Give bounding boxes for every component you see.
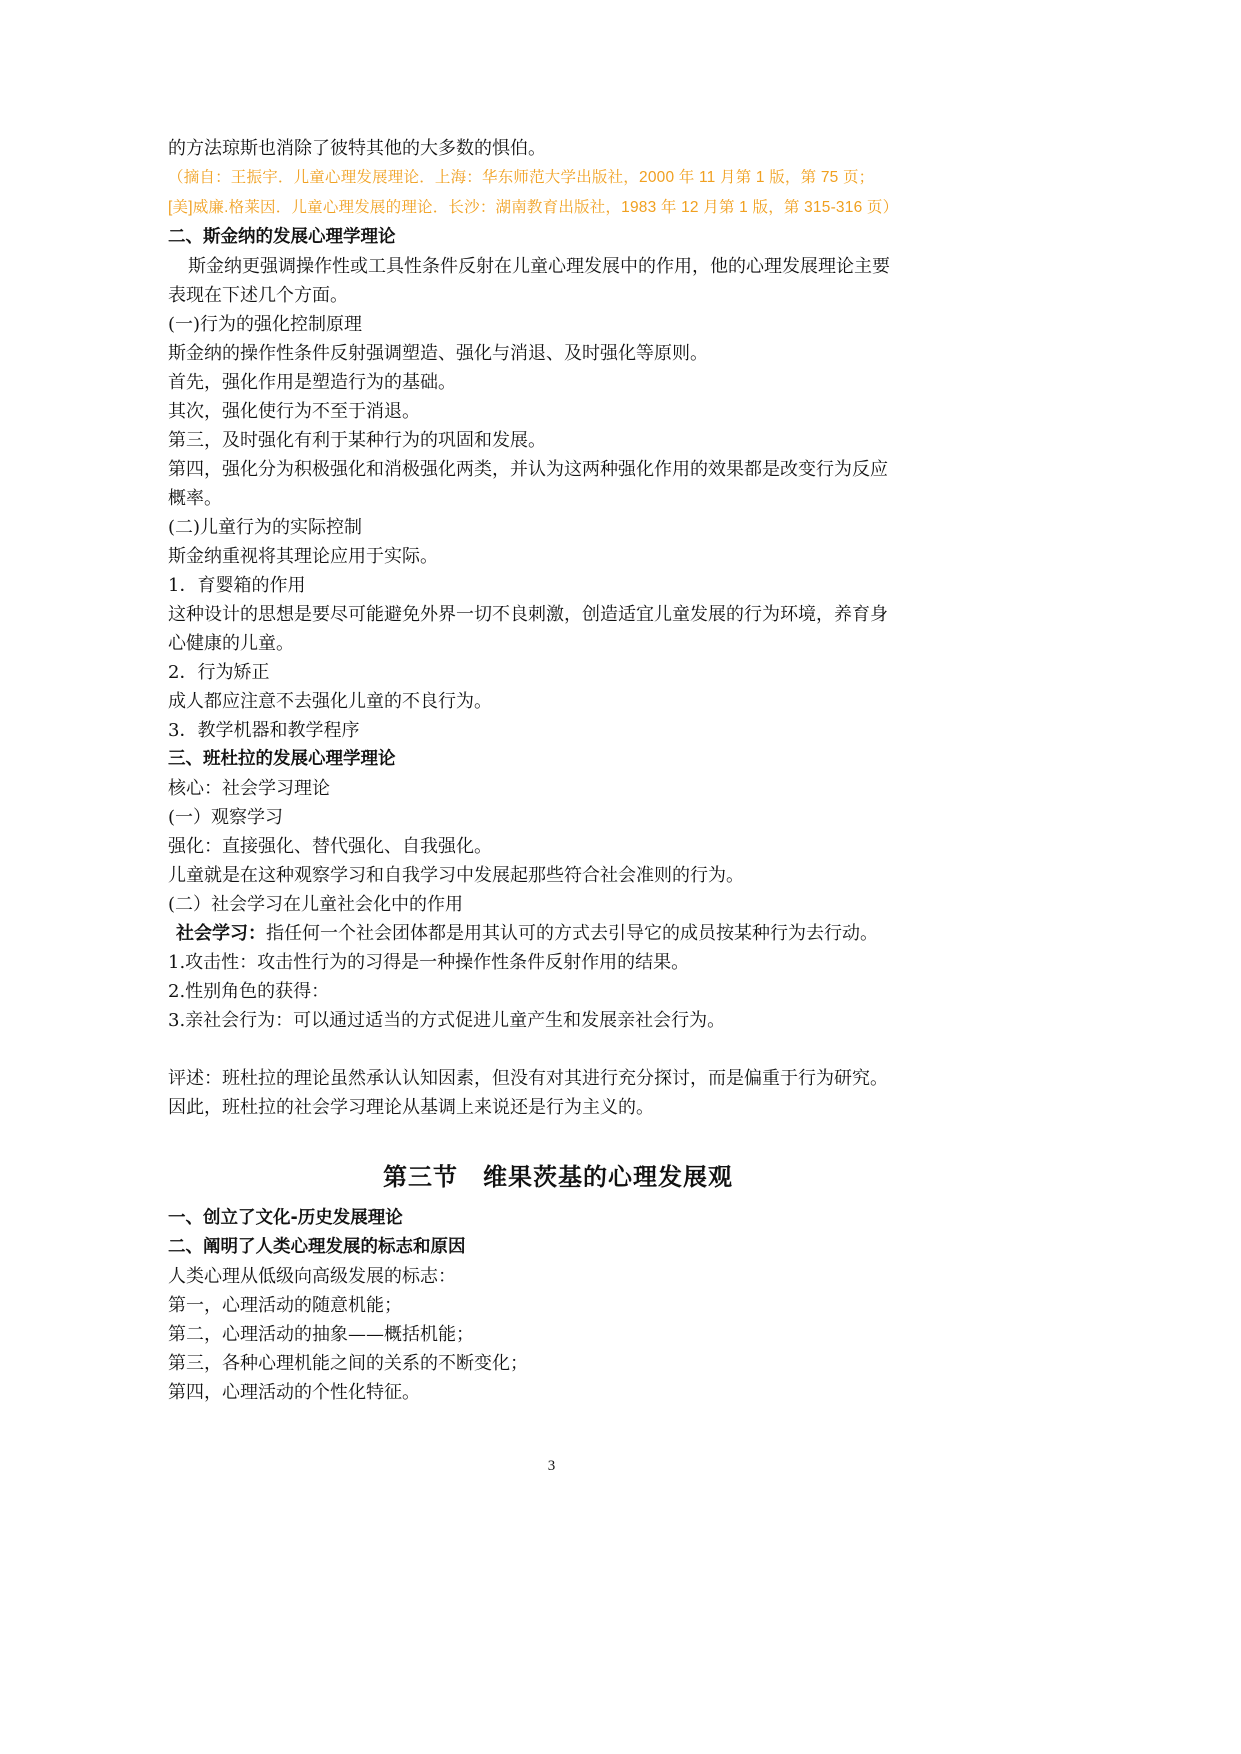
paragraph-line: (二)儿童行为的实际控制 — [168, 517, 363, 538]
section-heading: 一、创立了文化-历史发展理论 — [168, 1208, 403, 1228]
paragraph-line: (一）观察学习 — [168, 807, 284, 828]
paragraph-line: 第三，各种心理机能之间的关系的不断变化； — [168, 1353, 528, 1374]
paragraph-line: 第四，强化分为积极强化和消极强化两类，并认为这两种强化作用的效果都是改变行为反应 — [168, 459, 888, 480]
text-block-vygotsky — [168, 1204, 948, 1407]
blank-line — [168, 1035, 948, 1064]
paragraph-line: 3.亲社会行为：可以通过适当的方式促进儿童产生和发展亲社会行为。 — [168, 1010, 726, 1031]
paragraph-line: 2．行为矫正 — [168, 662, 270, 683]
section-heading: 二、斯金纳的发展心理学理论 — [168, 227, 396, 247]
section-title: 第三节 维果茨基的心理发展观 — [383, 1162, 733, 1191]
paragraph-line: 核心：社会学习理论 — [168, 778, 330, 799]
paragraph-line: 人类心理从低级向高级发展的标志： — [168, 1266, 456, 1287]
page-number: 3 — [547, 1458, 556, 1474]
paragraph-line: 表现在下述几个方面。 — [168, 285, 348, 306]
paragraph-line: 第二，心理活动的抽象——概括机能； — [168, 1324, 474, 1345]
paragraph-line: 第四，心理活动的个性化特征。 — [168, 1382, 420, 1403]
paragraph-line: 第一，心理活动的随意机能； — [168, 1295, 402, 1316]
paragraph-line: 这种设计的思想是要尽可能避免外界一切不良刺激，创造适宜儿童发展的行为环境，养育身 — [168, 604, 888, 625]
paragraph-line: 斯金纳的操作性条件反射强调塑造、强化与消退、及时强化等原则。 — [168, 343, 708, 364]
text-block-skinner-bandura — [168, 134, 948, 919]
paragraph-line: 斯金纳更强调操作性或工具性条件反射在儿童心理发展中的作用，他的心理发展理论主要 — [188, 256, 890, 277]
paragraph-line: 1．育婴箱的作用 — [168, 575, 306, 596]
paragraph-line: 成人都应注意不去强化儿童的不良行为。 — [168, 691, 492, 712]
section-heading: 二、阐明了人类心理发展的标志和原因 — [168, 1237, 466, 1257]
paragraph-line: 首先，强化作用是塑造行为的基础。 — [168, 372, 456, 393]
paragraph-line: 概率。 — [168, 488, 222, 509]
social-learning-line — [168, 919, 948, 948]
paragraph-line: 评述：班杜拉的理论虽然承认认知因素，但没有对其进行充分探讨，而是偏重于行为研究。 — [168, 1068, 888, 1089]
section-heading: 三、班杜拉的发展心理学理论 — [168, 749, 396, 769]
social-learning-term: 社会学习： — [176, 923, 266, 944]
paragraph-line: 斯金纳重视将其理论应用于实际。 — [168, 546, 438, 567]
paragraph-line: 儿童就是在这种观察学习和自我学习中发展起那些符合社会准则的行为。 — [168, 865, 744, 886]
paragraph-line: 其次，强化使行为不至于消退。 — [168, 401, 420, 422]
paragraph-line: 3．教学机器和教学程序 — [168, 720, 360, 741]
paragraph-line: 强化：直接强化、替代强化、自我强化。 — [168, 836, 492, 857]
paragraph-line: (二）社会学习在儿童社会化中的作用 — [168, 894, 464, 915]
paragraph-line: (一)行为的强化控制原理 — [168, 314, 363, 335]
paragraph-line: 因此，班杜拉的社会学习理论从基调上来说还是行为主义的。 — [168, 1097, 654, 1118]
paragraph-line: 2.性别角色的获得： — [168, 981, 330, 1002]
citation-line: [美]威廉.格莱因．儿童心理发展的理论．长沙：湖南教育出版社，1983 年 12 月第 1 版，第 315-316 页） — [168, 199, 899, 216]
paragraph-line: 1.攻击性：攻击性行为的习得是一种操作性条件反射作用的结果。 — [168, 952, 690, 973]
paragraph-line: 第三，及时强化有利于某种行为的巩固和发展。 — [168, 430, 546, 451]
text-block-bandura-review — [168, 948, 948, 1122]
citation-line: （摘自：王振宇．儿童心理发展理论．上海：华东师范大学出版社，2000 年 11 月第 1 版，第 75 页； — [168, 169, 875, 186]
paragraph-line: 的方法琼斯也消除了彼特其他的大多数的惧伯。 — [168, 138, 546, 159]
paragraph-line: 心健康的儿童。 — [168, 633, 294, 654]
social-learning-definition: 指任何一个社会团体都是用其认可的方式去引导它的成员按某种行为去行动。 — [266, 923, 878, 944]
document-page — [168, 134, 948, 1407]
